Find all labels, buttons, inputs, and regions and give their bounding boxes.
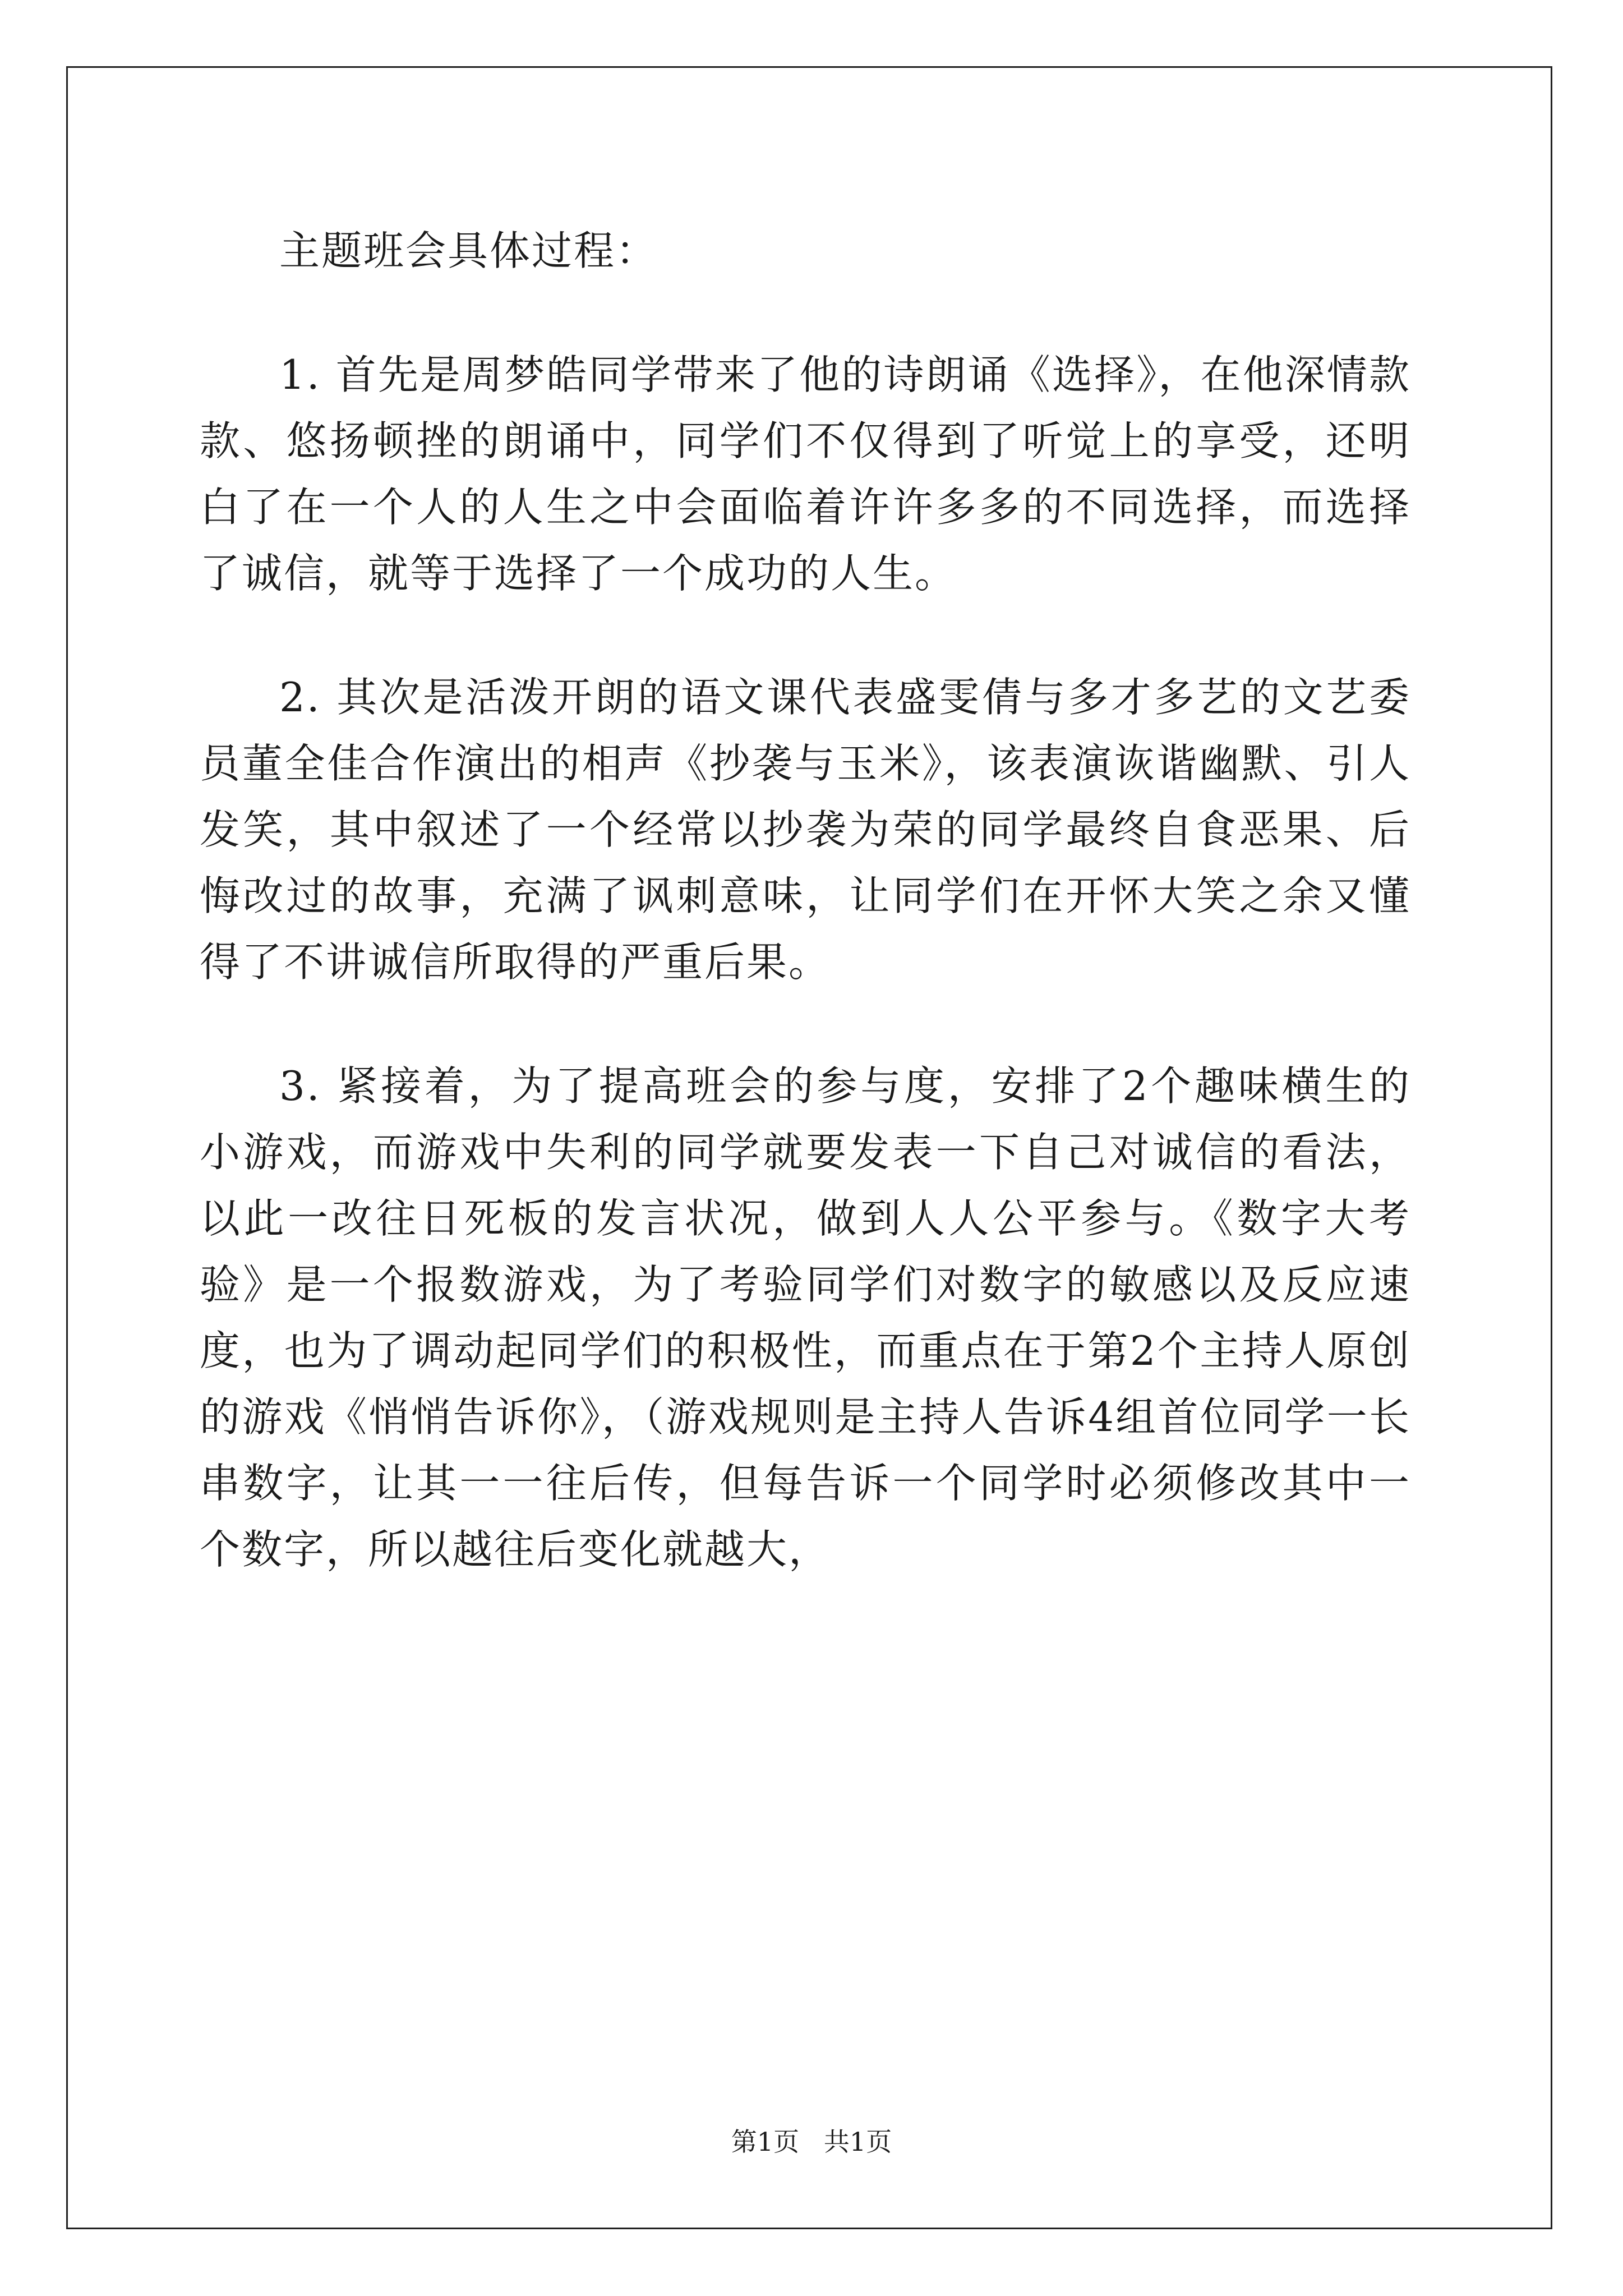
document-body: [200, 218, 1411, 1582]
paragraph-2: 2. 其次是活泼开朗的语文课代表盛雯倩与多才多艺的文艺委员董全佳合作演出的相声《抄袭与玉米》，该表演诙谐幽默、引人发笑，其中叙述了一个经常以抄袭为荣的同学最终自食恶果、后悔改过的故事，充满了讽刺意味，让同学们在开怀大笑之余又懂得了不讲诚信所取得的严重后果。: [200, 674, 1411, 986]
paragraph-1: 1. 首先是周梦皓同学带来了他的诗朗诵《选择》，在他深情款款、悠扬顿挫的朗诵中，同学们不仅得到了听觉上的享受，还明白了在一个人的人生之中会面临着许许多多的不同选择，而选择了诚信，就等于选择了一个成功的人生。: [200, 351, 1411, 597]
paragraph-3: 3. 紧接着，为了提高班会的参与度，安排了2个趣味横生的小游戏，而游戏中失利的同学就要发表一下自己对诚信的看法，以此一改往日死板的发言状况，做到人人公平参与。《数字大考验》是一个报数游戏，为了考验同学们对数字的敏感以及反应速度，也为了调动起同学们的积极性，而重点在于第2个主持人原创的游戏《悄悄告诉你》，（游戏规则是主持人告诉4组首位同学一长串数字，让其一一往后传，但每告诉一个同学时必须修改其中一个数字，所以越往后变化就越大，: [200, 1062, 1411, 1573]
page-number-footer: 第1页 共1页: [731, 2127, 892, 2157]
section-heading: 主题班会具体过程：: [279, 227, 658, 274]
